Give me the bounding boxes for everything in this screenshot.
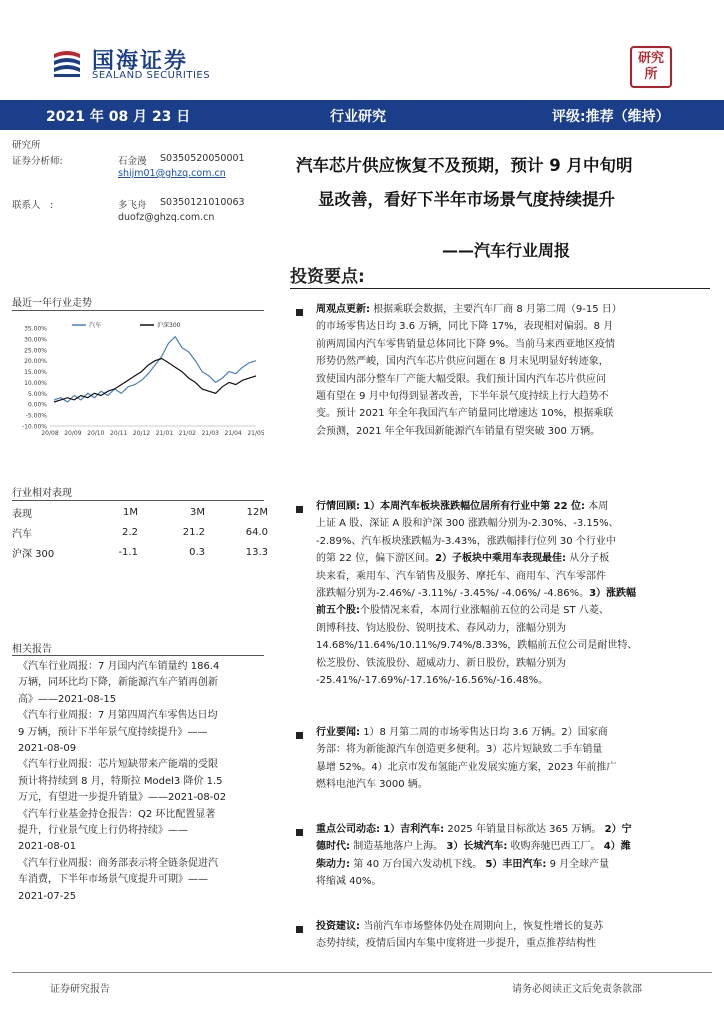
bullet-text: 致使国内部分整车厂产能大幅受限。我们预计国内汽车芯片供应问 [316,373,606,385]
legend-label: 汽车 [89,322,102,329]
bullet-investment-advice [316,918,696,953]
bullet-text: 的市场零售达日均 3.6 万辆，同比下降 17%，表现相对偏弱。8 月 [316,321,614,333]
analyst-email[interactable]: shijm01@ghzq.com.cn [118,168,226,179]
table-cell: 2.2 [122,526,138,538]
divider [290,288,710,289]
divider [12,655,264,656]
bullet-icon [296,732,303,739]
institute-seal: 研究所 [630,46,672,88]
footer-right: 请务必阅读正文后免责条款部 [512,984,642,995]
company-name: 5）丰田汽车: [485,858,547,870]
table-cell: 沪深 300 [12,548,55,560]
bullet-weekly-view [316,301,696,440]
table-row [12,542,268,562]
report-date: 2021 年 08 月 23 日 [46,109,191,125]
related-report-line[interactable]: 2021-08-09 [18,743,77,755]
x-tick-label: 20/10 [87,430,105,437]
report-title-line2: 显改善，看好下半年市场景气度持续提升 [318,190,615,209]
bullet-text: -2.89%、汽车板块涨跌幅为-3.43%，涨跌幅排行位列 30 个行业中 [316,535,616,547]
bullet-icon [296,926,303,933]
brand-name-en: SEALAND SECURITIES [92,70,211,81]
bullet-text: 题有望在 9 月中旬得到显著改善，下半年景气度持续上行大趋势不 [316,391,609,403]
company-name: 4）潍 [603,841,631,853]
bullet-text: 将缩减 40%。 [316,876,382,888]
company-name: 柴动力: [316,858,350,870]
x-tick-label: 21/03 [201,430,219,437]
analyst-cert: S0350520050001 [160,153,245,164]
y-tick-label: 5.00% [27,390,47,398]
bullet-text: 2025 年销量目标欲达 365 万辆。 [447,824,602,835]
contact-email[interactable]: duofz@ghzq.com.cn [118,212,215,223]
y-tick-label: -10.00% [21,423,47,431]
report-title-line1: 汽车芯片供应恢复不及预期，预计 9 月中旬明 [296,156,633,175]
bullet-text: -25.41%/-17.69%/-17.16%/-16.56%/-16.48%。 [316,675,549,687]
footer-divider [12,972,712,973]
bullet-text: 暴增 52%。4）北京市发布氢能产业发展实施方案，2023 年前推广 [316,761,617,773]
table-header: 1M [122,506,138,518]
analyst-role: 证券分析师: [12,156,63,167]
analyst-name: 石金漫 [118,156,147,167]
x-tick-label: 20/12 [132,430,151,437]
related-report-list [18,659,270,905]
bullet-text: 前两周国内汽车零售销量总体同比下降 9%。当前马来西亚地区疫情 [316,338,616,350]
y-tick-label: 30.00% [24,336,47,344]
related-report-line[interactable]: 预计将持续到 8 月，特斯拉 Model3 降价 1.5 [18,775,223,787]
table-cell: 64.0 [245,526,268,538]
performance-heading: 行业相对表现 [12,488,72,499]
x-tick-label: 20/08 [41,430,59,437]
y-tick-label: 25.00% [24,347,47,355]
x-tick-label: 21/01 [155,430,174,437]
bullet-subtitle: 1）本周汽车板块涨跌幅位居所有行业中第 22 位: [363,501,586,512]
trend-chart-svg [12,318,264,446]
bullet-subtitle: 2）子板块中乘用车表现最佳: [435,553,567,565]
related-report-line[interactable]: 万元，有望进一步提升销量》——2021-08-02 [18,792,227,804]
trend-chart [12,318,264,446]
table-cell: -1.1 [118,546,138,558]
bullet-title: 重点公司动态: [316,824,380,835]
bullet-text: 从分子板 [569,553,610,565]
bullet-text: 9 月全球产量 [549,858,610,870]
bullet-text: 会预测，2021 年全年我国新能源汽车销量有望突破 300 万辆。 [316,425,601,437]
bullet-text: 第 40 万台国六发动机下线。 [353,858,483,870]
bullet-text: 态势持续，疫情后国内车集中度将进一步提升，重点推荐结构性 [316,938,596,950]
bullet-text: 制造基地落户上海。 [353,841,444,853]
bullet-text: 涨跌幅分别为-2.46%/ -3.11%/ -3.45%/ -4.06%/ -4.86%。 [316,588,590,600]
bullet-title: 行情回顾: [316,501,360,512]
related-report-line[interactable]: 《汽车行业周报：商务部表示将全链条促进汽 [18,857,218,869]
bullet-subtitle: 前五个股: [316,605,360,617]
bullet-text: 的第 22 位，偏下游区间。 [316,553,436,565]
footer-left: 证券研究报告 [50,984,110,995]
bullet-text: 14.68%/11.64%/10.11%/9.74%/8.33%，跌幅前五位公司是耐世特、 [316,640,638,652]
rating: 评级:推荐（维持） [552,109,670,125]
x-tick-label: 20/11 [110,430,128,437]
table-cell: 21.2 [182,526,205,538]
bullet-title: 周观点更新: [316,304,370,315]
related-report-line[interactable]: 《汽车行业基金持仓报告：Q2 环比配置显著 [18,808,216,820]
related-report-line[interactable]: 万辆，同环比均下降，新能源汽车产销再创新 [18,677,218,689]
bullet-icon [296,829,303,836]
related-report-line[interactable]: 《汽车行业周报：7 月国内汽车销量约 186.4 [18,661,220,672]
related-report-line[interactable]: 2021-07-25 [18,890,77,902]
company-name: 2）宁 [604,824,632,835]
contact-role: 联系人 : [12,200,54,211]
company-name: 3）长城汽车: [446,841,508,853]
brand-name-cn: 国海证券 [92,49,189,74]
bullet-text: 务部：将为新能源汽车创造更多便利。3）芯片短缺致二手车销量 [316,744,603,756]
bullet-text: 燃料电池汽车 3000 辆。 [316,779,428,791]
x-tick-label: 21/04 [224,430,242,437]
bullet-icon [296,309,303,316]
table-cell: 13.3 [245,546,268,558]
x-tick-label: 21/05 [247,430,264,437]
bullet-text: 收购奔驰巴西工厂。 [510,841,601,853]
table-cell: 0.3 [189,546,205,558]
bullet-subtitle: 3）涨跌幅 [589,588,637,600]
bullet-text: 个股情况来看，本周行业涨幅前五位的公司是 ST 八菱、 [360,605,609,617]
bullet-text: 变。预计 2021 年全年我国汽车产销量同比增速达 10%，根据乘联 [316,408,614,420]
table-row [12,522,268,542]
related-heading: 相关报告 [12,644,52,655]
bullet-title: 行业要闻: [316,727,360,738]
y-tick-label: 10.00% [24,379,47,387]
related-report-line[interactable]: 《汽车行业周报：芯片短缺带来产能端的受限 [18,759,218,771]
company-name: 德时代: [316,841,350,853]
divider [12,500,264,501]
performance-table [12,502,268,562]
related-report-line[interactable]: 《汽车行业周报：7 月第四周汽车零售达日均 [18,710,218,722]
bullet-text: 块来看，乘用车、汽车销售及服务、摩托车、商用车、汽车零部件 [316,570,606,582]
table-header: 12M [246,506,268,518]
bullet-text: 形势仍然严峻，国内汽车芯片供应问题在 8 月末见明显好转迹象， [316,356,609,368]
bullet-title: 投资建议: [316,921,360,932]
bullet-icon [296,506,303,513]
divider [12,310,264,311]
bullet-text: 当前汽车市场整体仍处在周期向上，恢复性增长的复苏 [363,921,604,932]
related-report-line[interactable]: 车消费，下半年市场景气度提升可期》—— [18,874,208,886]
header-bar [0,100,724,130]
x-tick-label: 21/02 [178,430,196,437]
report-type: 行业研究 [330,109,386,125]
bullet-industry-news [316,724,696,794]
bullet-company-news [316,821,696,891]
y-tick-label: 15.00% [24,369,47,377]
contact-cert: S0350121010063 [160,197,245,208]
bullet-text: 朗博科技、钧达股份、锐明技术、春风动力，涨幅分别为 [316,622,566,634]
related-report-line[interactable]: 9 万辆，预计下半年景气度持续提升》—— [18,726,208,738]
bullet-text: 松芝股份、铁流股份、超威动力、新日股份，跌幅分别为 [316,657,566,669]
trend-heading: 最近一年行业走势 [12,298,92,309]
bullet-text: 上证 A 股、深证 A 股和沪深 300 涨跌幅分别为-2.30%、-3.15%、 [316,518,619,530]
related-report-line[interactable]: 提升，行业景气度上行仍将持续》—— [18,825,188,837]
table-header: 表现 [12,508,32,520]
table-header: 3M [190,506,205,518]
bullet-market-review [316,498,696,689]
related-report-line[interactable]: 高》——2021-08-15 [18,693,117,705]
report-subtitle: ——汽车行业周报 [442,241,571,260]
legend-label: 沪深300 [157,322,181,329]
x-tick-label: 20/09 [64,430,82,437]
table-header-row [12,502,268,522]
contact-name: 多飞舟 [118,200,147,211]
institute-label: 研究所 [12,140,41,151]
related-report-line[interactable]: 2021-08-01 [18,841,77,853]
company-name: 1）吉利汽车: [383,824,445,835]
bullet-text: 1）8 月第二周的市场零售达日均 3.6 万辆。2）国家商 [363,727,608,738]
sealand-logo-icon [50,46,84,80]
y-tick-label: -5.00% [25,412,47,420]
main-heading: 投资要点: [290,267,365,287]
y-tick-label: 20.00% [24,358,47,366]
series-line-auto [54,337,256,402]
bullet-text: 根据乘联会数据，主要汽车厂商 8 月第二周（9-15 日） [373,304,622,315]
bullet-text: 本周 [588,501,609,512]
table-cell: 汽车 [12,528,32,540]
y-tick-label: 35.00% [24,325,47,333]
y-tick-label: 0.00% [27,401,47,409]
